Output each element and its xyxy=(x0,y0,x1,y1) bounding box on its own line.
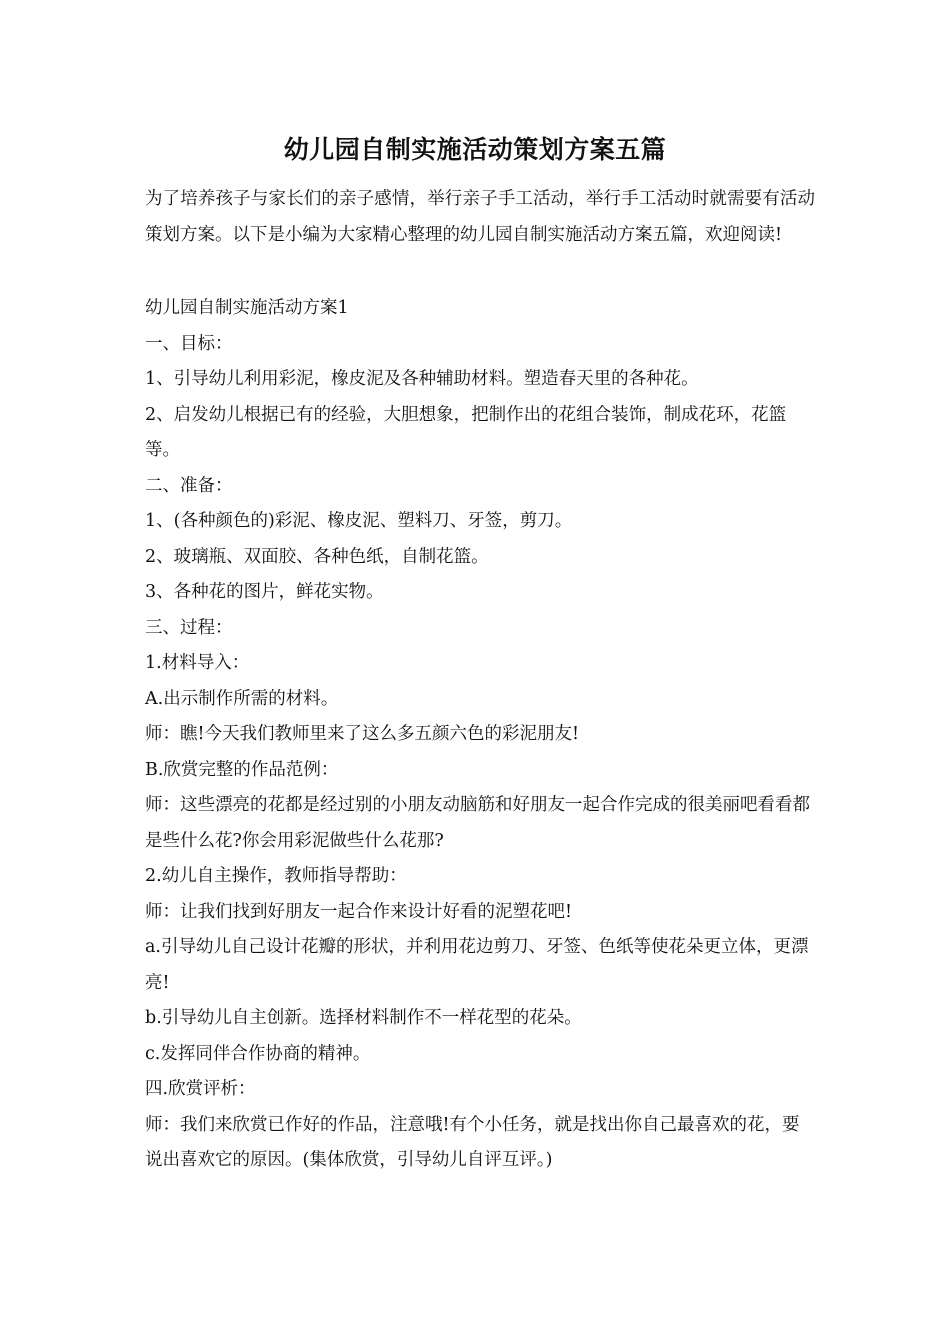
document-body xyxy=(145,182,815,1179)
body-paragraph: 2、启发幼儿根据已有的经验，大胆想象，把制作出的花组合装饰，制成花环，花篮等。 xyxy=(145,404,787,460)
body-paragraph: 2.幼儿自主操作，教师指导帮助： xyxy=(145,866,407,886)
body-paragraph: 师：这些漂亮的花都是经过别的小朋友动脑筋和好朋友一起合作完成的很美丽吧看看都是些什么花?你会用彩泥做些什么花那? xyxy=(145,795,810,851)
body-paragraph: 3、各种花的图片，鲜花实物。 xyxy=(145,582,384,602)
body-paragraph: 师：我们来欣赏已作好的作品，注意哦!有个小任务，就是找出你自己最喜欢的花，要说出喜欢它的原因。(集体欣赏，引导幼儿自评互评。) xyxy=(145,1114,800,1170)
body-paragraph: a.引导幼儿自己设计花瓣的形状，并利用花边剪刀、牙签、色纸等使花朵更立体，更漂亮! xyxy=(145,937,809,993)
body-paragraph: 二、准备： xyxy=(145,475,233,496)
body-paragraph: 一、目标： xyxy=(145,333,233,354)
body-paragraph: b.引导幼儿自主创新。选择材料制作不一样花型的花朵。 xyxy=(145,1008,582,1028)
document-title: 幼儿园自制实施活动策划方案五篇 xyxy=(283,135,667,164)
body-paragraph: 三、过程： xyxy=(145,617,233,638)
body-paragraph: 师：瞧!今天我们教师里来了这么多五颜六色的彩泥朋友! xyxy=(145,724,580,744)
body-paragraph: 四.欣赏评析： xyxy=(145,1079,256,1099)
body-paragraph: c.发挥同伴合作协商的精神。 xyxy=(145,1043,371,1064)
body-paragraph: 1、引导幼儿利用彩泥，橡皮泥及各种辅助材料。塑造春天里的各种花。 xyxy=(145,369,699,389)
body-paragraph: 2、玻璃瓶、双面胶、各种色纸，自制花篮。 xyxy=(145,546,489,567)
paragraph-spacer xyxy=(145,253,815,291)
intro-paragraph: 为了培养孩子与家长们的亲子感情，举行亲子手工活动，举行手工活动时就需要有活动策划方案。以下是小编为大家精心整理的幼儿园自制实施活动方案五篇，欢迎阅读! xyxy=(145,189,815,245)
body-paragraph: 师：让我们找到好朋友一起合作来设计好看的泥塑花吧! xyxy=(145,901,573,922)
body-paragraph: 1.材料导入： xyxy=(145,653,250,673)
section-heading: 幼儿园自制实施活动方案1 xyxy=(145,298,349,318)
body-paragraph: A.出示制作所需的材料。 xyxy=(145,688,339,709)
body-paragraph: B.欣赏完整的作品范例： xyxy=(145,759,339,780)
body-paragraph: 1、(各种颜色的)彩泥、橡皮泥、塑料刀、牙签，剪刀。 xyxy=(145,511,573,531)
